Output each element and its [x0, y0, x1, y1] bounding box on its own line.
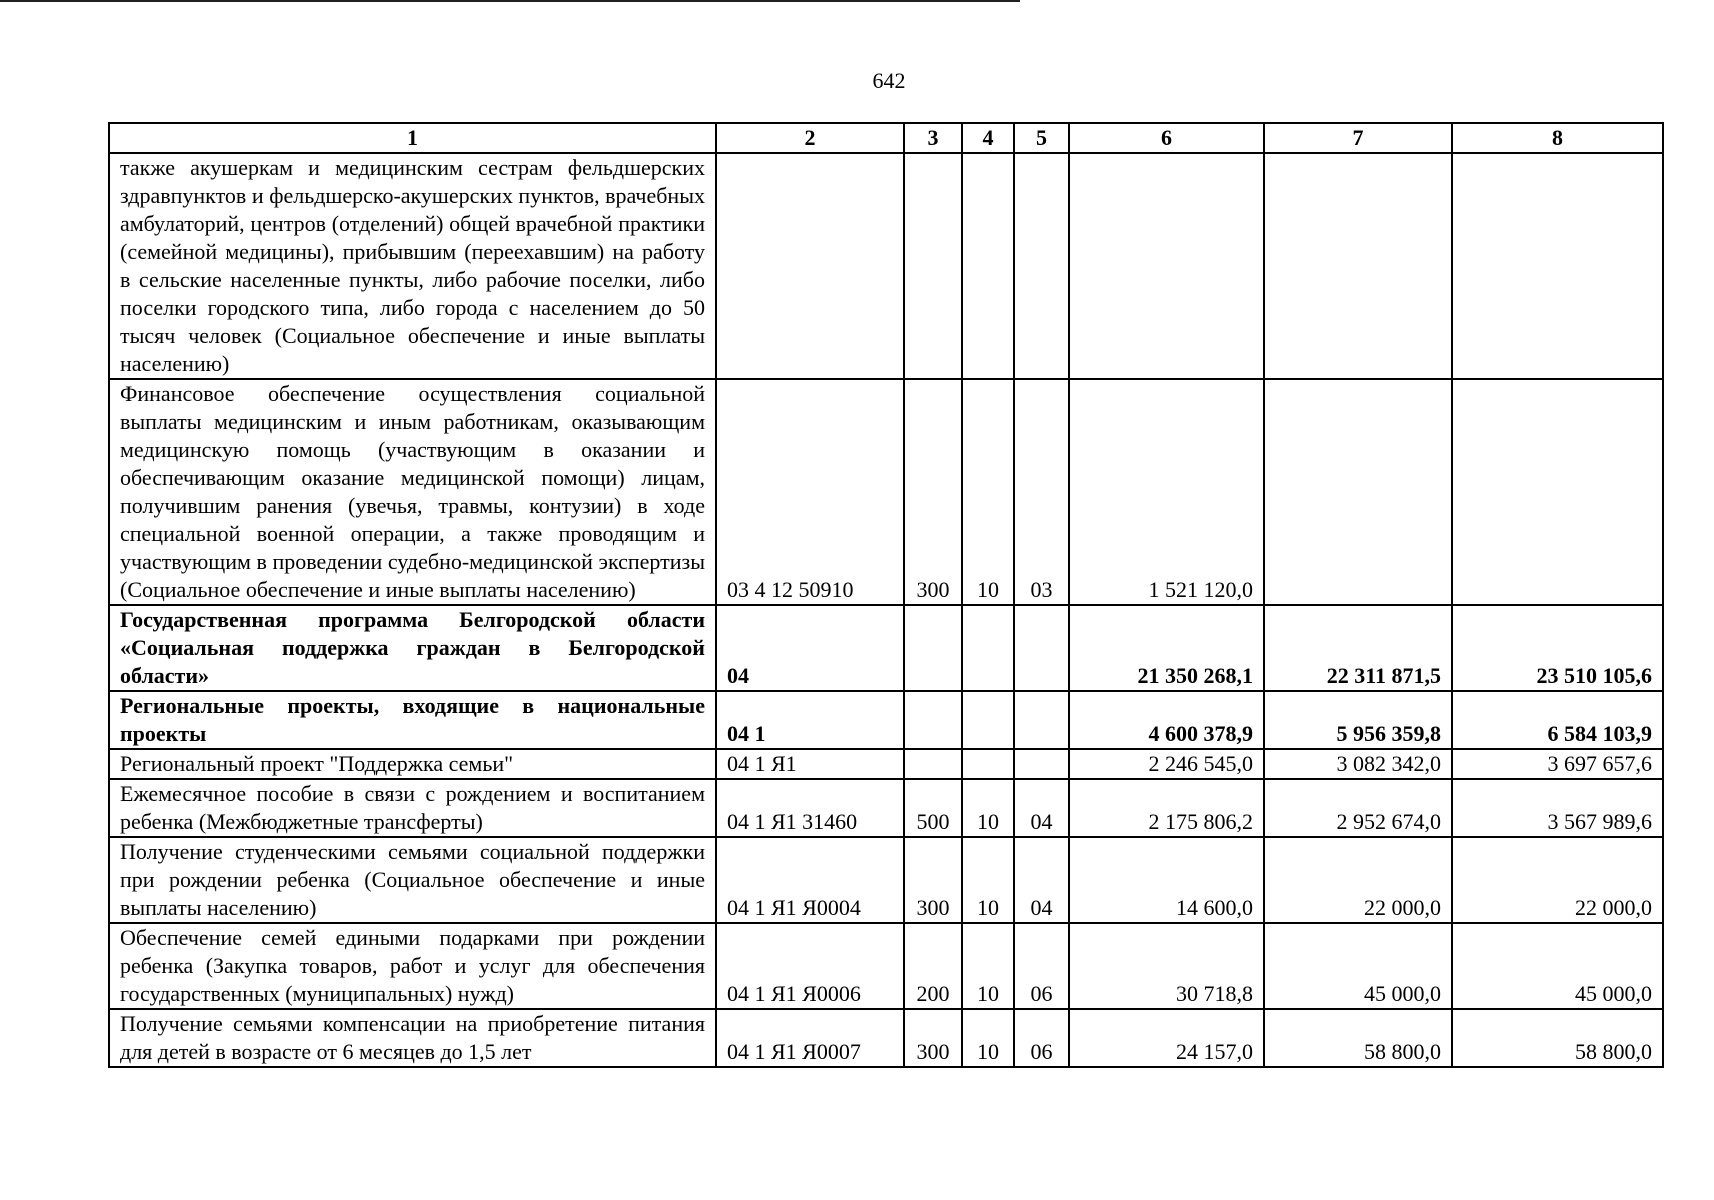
column-header-3: 3 — [904, 123, 962, 153]
row-col-5: 03 — [1014, 379, 1069, 605]
row-description: Ежемесячное пособие в связи с рождением и воспитанием ребенка (Межбюджетные трансферты) — [109, 779, 716, 837]
row-description: Получение семьями компенсации на приобретение питания для детей в возрасте от 6 месяцев до 1,5 лет — [109, 1009, 716, 1067]
row-col-4 — [962, 605, 1014, 691]
row-col-8 — [1452, 379, 1663, 605]
row-col-8: 6 584 103,9 — [1452, 691, 1663, 749]
row-code: 03 4 12 50910 — [716, 379, 904, 605]
row-description: Региональные проекты, входящие в национальные проекты — [109, 691, 716, 749]
row-col-5: 04 — [1014, 837, 1069, 923]
column-header-6: 6 — [1069, 123, 1264, 153]
row-col-6: 2 175 806,2 — [1069, 779, 1264, 837]
row-col-3: 300 — [904, 1009, 962, 1067]
row-description: также акушеркам и медицинским сестрам фельдшерских здравпунктов и фельдшерско-акушерских пунктов, врачебных амбулаторий, центров (отделений) общей врачебной практики (семейной медицины), прибывшим (переехавшим) на работу в сельские населенные пункты, либо рабочие поселки, либо поселки городского типа, либо города с населением до 50 тысяч человек (Социальное обеспечение и иные выплаты населению) — [109, 153, 716, 379]
table-row — [109, 605, 1663, 691]
row-code: 04 1 Я1 Я0007 — [716, 1009, 904, 1067]
row-col-7: 2 952 674,0 — [1264, 779, 1452, 837]
row-col-5 — [1014, 153, 1069, 379]
row-code: 04 1 Я1 Я0004 — [716, 837, 904, 923]
row-col-7: 58 800,0 — [1264, 1009, 1452, 1067]
row-col-7: 22 311 871,5 — [1264, 605, 1452, 691]
row-col-7 — [1264, 379, 1452, 605]
row-description: Обеспечение семей едиными подарками при рождении ребенка (Закупка товаров, работ и услуг для обеспечения государственных (муниципальных) нужд) — [109, 923, 716, 1009]
header-row — [109, 123, 1663, 153]
row-col-8: 45 000,0 — [1452, 923, 1663, 1009]
column-header-1: 1 — [109, 123, 716, 153]
row-col-7: 5 956 359,8 — [1264, 691, 1452, 749]
row-col-6: 4 600 378,9 — [1069, 691, 1264, 749]
column-header-2: 2 — [716, 123, 904, 153]
row-col-5 — [1014, 605, 1069, 691]
row-code — [716, 153, 904, 379]
table-row — [109, 779, 1663, 837]
row-col-5: 06 — [1014, 1009, 1069, 1067]
row-col-5: 04 — [1014, 779, 1069, 837]
row-col-6: 24 157,0 — [1069, 1009, 1264, 1067]
column-header-7: 7 — [1264, 123, 1452, 153]
column-header-5: 5 — [1014, 123, 1069, 153]
row-code: 04 1 Я1 31460 — [716, 779, 904, 837]
row-col-3 — [904, 153, 962, 379]
row-description: Региональный проект "Поддержка семьи" — [109, 749, 716, 779]
row-description: Получение студенческими семьями социальной поддержки при рождении ребенка (Социальное обеспечение и иные выплаты населению) — [109, 837, 716, 923]
column-header-8: 8 — [1452, 123, 1663, 153]
table-row — [109, 1009, 1663, 1067]
row-col-4 — [962, 153, 1014, 379]
table-row — [109, 153, 1663, 379]
row-code: 04 — [716, 605, 904, 691]
row-col-7: 3 082 342,0 — [1264, 749, 1452, 779]
row-col-3 — [904, 691, 962, 749]
row-col-5: 06 — [1014, 923, 1069, 1009]
row-description: Государственная программа Белгородской области «Социальная поддержка граждан в Белгородской области» — [109, 605, 716, 691]
row-col-6: 2 246 545,0 — [1069, 749, 1264, 779]
row-col-8: 22 000,0 — [1452, 837, 1663, 923]
row-col-4: 10 — [962, 1009, 1014, 1067]
row-col-8: 3 697 657,6 — [1452, 749, 1663, 779]
row-col-3: 200 — [904, 923, 962, 1009]
row-col-8 — [1452, 153, 1663, 379]
row-col-3: 300 — [904, 837, 962, 923]
row-code: 04 1 — [716, 691, 904, 749]
budget-table — [108, 122, 1664, 1068]
table-row — [109, 749, 1663, 779]
row-col-5 — [1014, 749, 1069, 779]
row-col-7: 22 000,0 — [1264, 837, 1452, 923]
row-col-7: 45 000,0 — [1264, 923, 1452, 1009]
row-col-3: 300 — [904, 379, 962, 605]
row-col-6: 14 600,0 — [1069, 837, 1264, 923]
row-col-8: 3 567 989,6 — [1452, 779, 1663, 837]
table-row — [109, 923, 1663, 1009]
scan-edge-line — [0, 0, 1020, 2]
row-col-3: 500 — [904, 779, 962, 837]
row-col-4 — [962, 749, 1014, 779]
row-col-6: 1 521 120,0 — [1069, 379, 1264, 605]
table-row — [109, 837, 1663, 923]
column-header-4: 4 — [962, 123, 1014, 153]
row-col-8: 58 800,0 — [1452, 1009, 1663, 1067]
row-col-4: 10 — [962, 837, 1014, 923]
row-col-5 — [1014, 691, 1069, 749]
row-col-6: 30 718,8 — [1069, 923, 1264, 1009]
row-col-4: 10 — [962, 923, 1014, 1009]
row-col-6: 21 350 268,1 — [1069, 605, 1264, 691]
row-col-8: 23 510 105,6 — [1452, 605, 1663, 691]
row-col-4 — [962, 691, 1014, 749]
row-col-3 — [904, 749, 962, 779]
row-col-4: 10 — [962, 379, 1014, 605]
row-code: 04 1 Я1 — [716, 749, 904, 779]
table-row — [109, 379, 1663, 605]
row-col-4: 10 — [962, 779, 1014, 837]
row-col-6 — [1069, 153, 1264, 379]
table-row — [109, 691, 1663, 749]
row-col-3 — [904, 605, 962, 691]
page-number: 642 — [872, 68, 906, 93]
row-code: 04 1 Я1 Я0006 — [716, 923, 904, 1009]
row-description: Финансовое обеспечение осуществления социальной выплаты медицинским и иным работникам, оказывающим медицинскую помощь (участвующим в оказании и обеспечивающим оказание медицинской помощи) лицам, получившим ранения (увечья, травмы, контузии) в ходе специальной военной операции, а также проводящим и участвующим в проведении судебно-медицинской экспертизы (Социальное обеспечение и иные выплаты населению) — [109, 379, 716, 605]
row-col-7 — [1264, 153, 1452, 379]
